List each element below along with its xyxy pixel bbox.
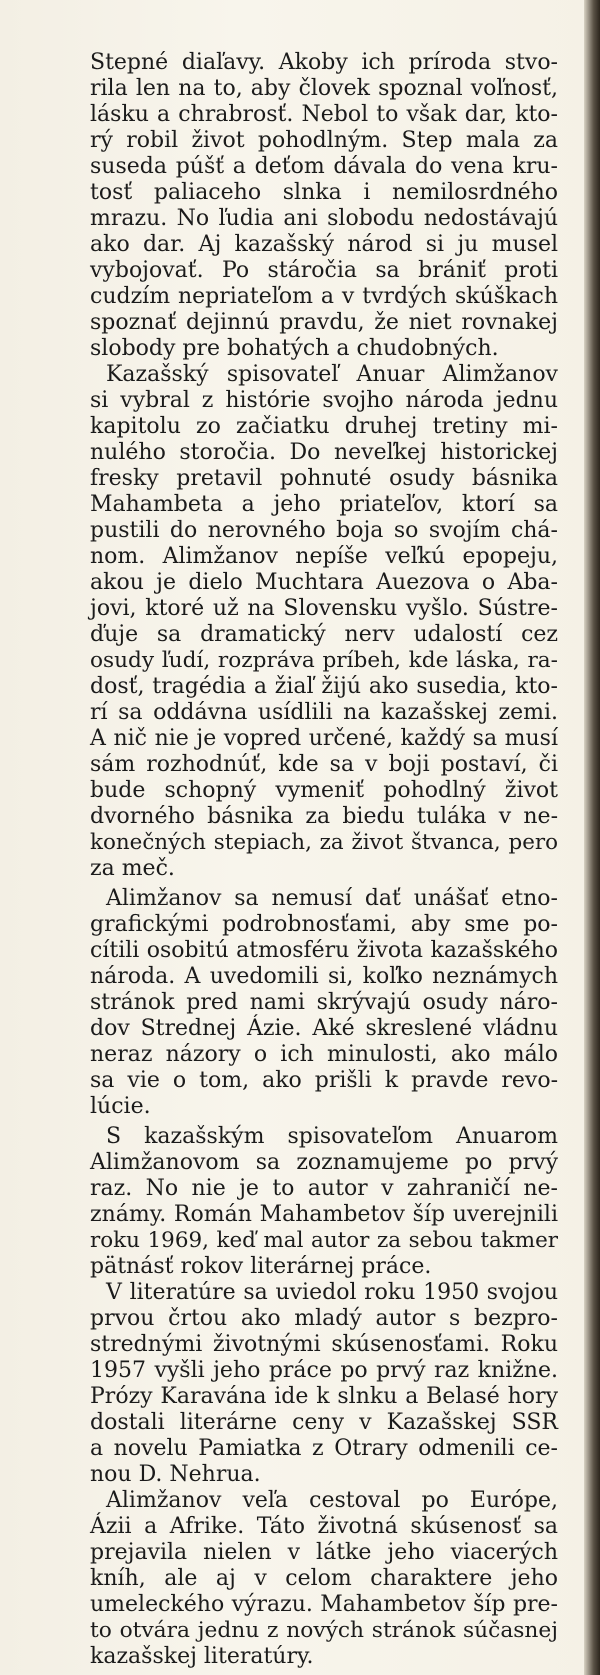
text-line: 1957 vyšli jeho práce po prvý raz knižne.: [90, 1358, 558, 1383]
text-line: to otvára jednu z nových stránok súčasnej: [90, 1618, 558, 1643]
paragraph-6: [90, 1488, 558, 1670]
text-line: grafickými podrobnosťami, aby sme po-: [90, 912, 558, 937]
text-line: suseda púšť a deťom dávala do vena kru-: [90, 154, 558, 179]
text-line: lúcie.: [90, 1094, 151, 1119]
text-line: mrazu. No ľudia ani slobodu nedostávajú: [90, 206, 558, 231]
text-line: dov Strednej Ázie. Aké skreslené vládnu: [90, 1016, 558, 1041]
text-line: ďuje sa dramatický nerv udalostí cez: [90, 622, 558, 647]
text-line: národa. A uvedomili si, koľko neznámych: [90, 964, 558, 989]
text-line: pustili do nerovného boja so svojím chá-: [90, 518, 558, 543]
text-line: S kazašským spisovateľom Anuarom: [106, 1124, 558, 1149]
text-line: konečných stepiach, za život štvanca, pero: [90, 830, 558, 855]
text-line: sa vie o tom, ako prišli k pravde revo-: [90, 1068, 558, 1093]
page-binding-edge: [584, 0, 600, 1675]
text-line: Alimžanov veľa cestoval po Európe,: [106, 1488, 558, 1513]
text-line: osudy ľudí, rozpráva príbeh, kde láska, ra-: [90, 648, 558, 673]
text-line: prvou črtou ako mladý autor s bezpro-: [90, 1306, 558, 1331]
paragraph-2: [90, 362, 558, 882]
text-line: si vybral z histórie svojho národa jednu: [90, 388, 558, 413]
text-line: sám rozhodnúť, kde sa v boji postaví, či: [90, 752, 558, 777]
text-line: rila len na to, aby človek spoznal voľnosť,: [90, 76, 558, 101]
text-line: A nič nie je vopred určené, každý sa musí: [90, 726, 558, 751]
text-line: pätnásť rokov literárnej práce.: [90, 1254, 432, 1279]
text-line: bude schopný vymeniť pohodlný život: [90, 778, 558, 803]
paragraph-5: [90, 1280, 558, 1488]
text-line: nom. Alimžanov nepíše veľkú epopeju,: [90, 544, 558, 569]
text-line: známy. Román Mahambetov šíp uverejnili: [90, 1202, 558, 1227]
text-line: raz. No nie je to autor v zahraničí ne-: [90, 1176, 558, 1201]
text-line: tosť paliaceho slnka i nemilosrdného: [90, 180, 558, 205]
text-line: Kazašský spisovateľ Anuar Alimžanov: [106, 362, 558, 387]
text-line: prejavila nielen v látke jeho viacerých: [90, 1540, 558, 1565]
paragraph-3: [90, 886, 558, 1120]
text-line: za meč.: [90, 856, 175, 881]
text-line: umeleckého výrazu. Mahambetov šíp pre-: [90, 1592, 558, 1617]
text-line: Alimžanov sa nemusí dať unášať etno-: [106, 886, 558, 911]
text-line: jovi, ktoré už na Slovensku vyšlo. Sústre-: [90, 596, 558, 621]
text-line: Ázii a Afrike. Táto životná skúsenosť sa: [90, 1514, 558, 1539]
text-line: fresky pretavil pohnuté osudy básnika: [90, 466, 558, 491]
text-line: Mahambeta a jeho priateľov, ktorí sa: [90, 492, 558, 517]
text-line: kapitolu zo začiatku druhej tretiny mi-: [90, 414, 558, 439]
text-line: V literatúre sa uviedol roku 1950 svojou: [106, 1280, 558, 1305]
text-line: spoznať dejinnú pravdu, že niet rovnakej: [90, 310, 558, 335]
text-line: kníh, ale aj v celom charaktere jeho: [90, 1566, 558, 1591]
text-line: kazašskej literatúry.: [90, 1644, 314, 1669]
text-line: slobody pre bohatých a chudobných.: [90, 336, 499, 361]
text-line: roku 1969, keď mal autor za sebou takmer: [90, 1228, 558, 1253]
article-text: [90, 50, 558, 1670]
text-line: rý robil život pohodlným. Step mala za: [90, 128, 558, 153]
text-line: nou D. Nehrua.: [90, 1462, 261, 1487]
paragraph-1: [90, 50, 558, 362]
text-line: a novelu Pamiatka z Otrary odmenili ce-: [90, 1436, 558, 1461]
text-line: Alimžanovom sa zoznamujeme po prvý: [90, 1150, 558, 1175]
text-line: lásku a chrabrosť. Nebol to však dar, kto-: [90, 102, 558, 127]
text-line: vybojovať. Po stáročia sa brániť proti: [90, 258, 558, 283]
text-line: cudzím nepriateľom a v tvrdých skúškach: [90, 284, 558, 309]
text-line: akou je dielo Muchtara Auezova o Aba-: [90, 570, 558, 595]
text-line: strednými životnými skúsenosťami. Roku: [90, 1332, 558, 1357]
text-line: Prózy Karavána ide k slnku a Belasé hory: [90, 1384, 558, 1409]
text-line: dvorného básnika za biedu tuláka v ne-: [90, 804, 558, 829]
text-line: ako dar. Aj kazašský národ si ju musel: [90, 232, 558, 257]
text-line: cítili osobitú atmosféru života kazašského: [90, 938, 558, 963]
text-line: nulého storočia. Do neveľkej historickej: [90, 440, 558, 465]
text-line: dostali literárne ceny v Kazašskej SSR: [90, 1410, 558, 1435]
text-line: rí sa oddávna usídlili na kazašskej zemi.: [90, 700, 558, 725]
paragraph-4: [90, 1124, 558, 1280]
text-line: stránok pred nami skrývajú osudy náro-: [90, 990, 558, 1015]
text-line: neraz názory o ich minulosti, ako málo: [90, 1042, 558, 1067]
text-line: Stepné diaľavy. Akoby ich príroda stvo-: [90, 50, 558, 75]
text-line: dosť, tragédia a žiaľ žijú ako susedia, kto-: [90, 674, 558, 699]
